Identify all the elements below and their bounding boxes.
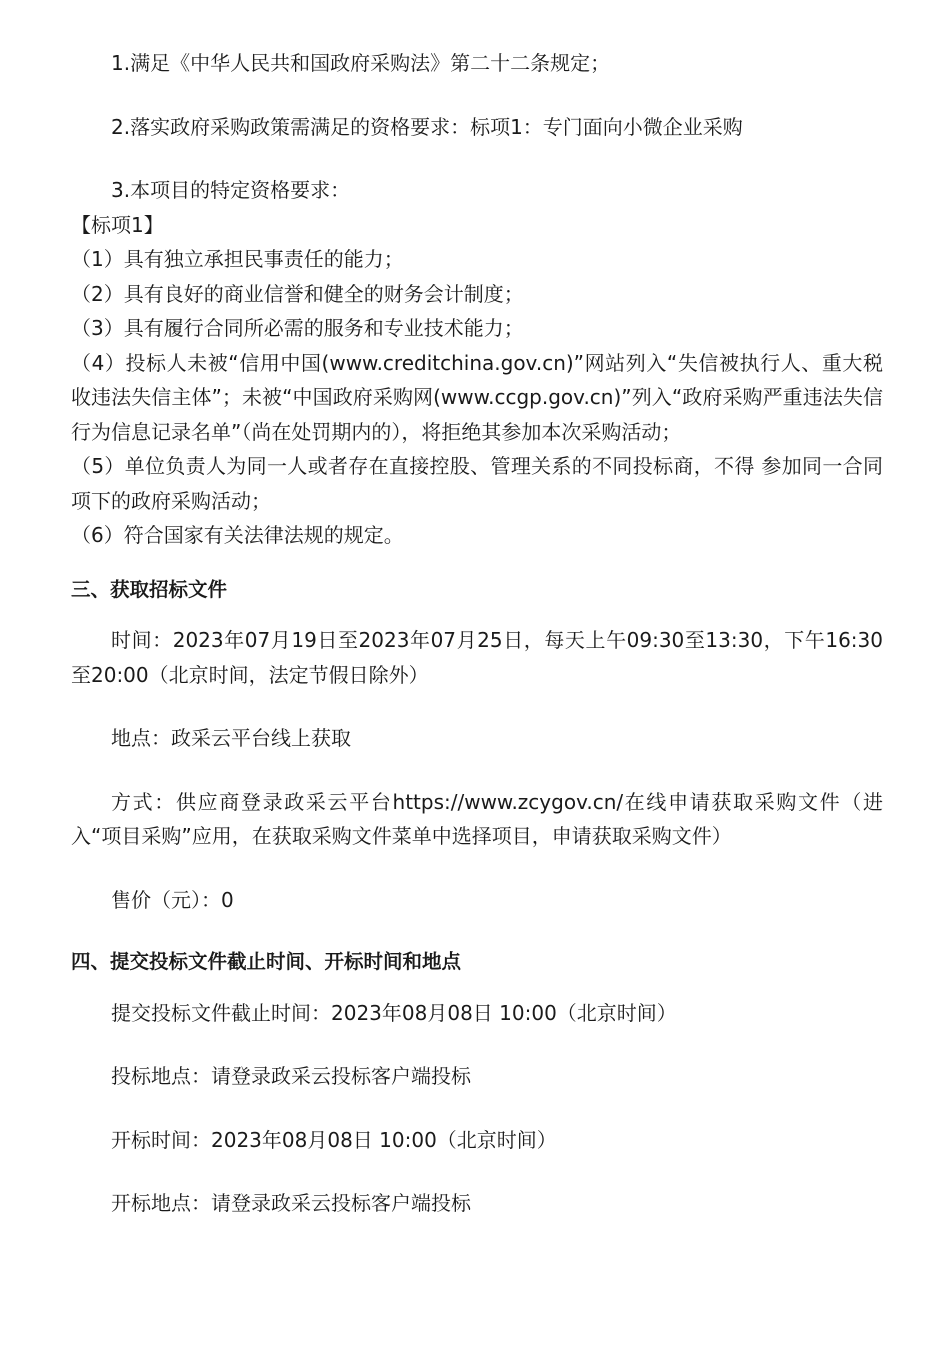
section-3-place: 地点：政采云平台线上获取 — [111, 726, 351, 750]
requirement-2: （2）具有良好的商业信誉和健全的财务会计制度； — [71, 281, 524, 306]
section-4-open-place: 开标地点：请登录政采云投标客户端投标 — [111, 1191, 471, 1215]
qualification-item-2: 2.落实政府采购政策需满足的资格要求：标项1：专门面向小微企业采购 — [111, 114, 743, 139]
requirement-6: （6）符合国家有关法律法规的规定。 — [71, 523, 404, 547]
requirement-3: （3）具有履行合同所必需的服务和专业技术能力； — [71, 316, 524, 340]
document-page — [71, 46, 883, 1221]
qualification-item-1: 1.满足《中华人民共和国政府采购法》第二十二条规定； — [111, 51, 611, 75]
section-4-open-time: 开标时间：2023年08月08日 10:00（北京时间） — [111, 1127, 557, 1152]
lot-label: 【标项1】 — [71, 212, 164, 237]
section-3-heading: 三、获取招标文件 — [71, 577, 228, 601]
section-4-bid-place: 投标地点：请登录政采云投标客户端投标 — [111, 1064, 471, 1088]
section-4-heading: 四、提交投标文件截止时间、开标时间和地点 — [71, 950, 462, 973]
section-4-deadline: 提交投标文件截止时间：2023年08月08日 10:00（北京时间） — [111, 1000, 677, 1025]
section-3-price: 售价（元）：0 — [111, 887, 234, 912]
section-3-time: 时间：2023年07月19日至2023年07月25日，每天上午09:30至13:30，下午16:30至20:00（北京时间，法定节假日除外） — [71, 628, 883, 687]
qualification-item-3: 3.本项目的特定资格要求： — [111, 178, 351, 202]
section-3-method: 方式：供应商登录政采云平台https://www.zcygov.cn/在线申请获取采购文件（进入“项目采购”应用，在获取采购文件菜单中选择项目，申请获取采购文件） — [71, 789, 883, 848]
requirement-1: （1）具有独立承担民事责任的能力； — [71, 247, 404, 271]
requirement-4: （4）投标人未被“信用中国(www.creditchina.gov.cn)”网站列入“失信被执行人、重大税收违法失信主体”；未被“中国政府采购网(www.ccgp.gov.cn)”列入“政府采购严重违法失信行为信息记录名单”（尚在处罚期内的），将拒绝其参加本次采购活动； — [71, 350, 883, 444]
requirement-5: （5）单位负责人为同一人或者存在直接控股、管理关系的不同投标商，不得 参加同一合同项下的政府采购活动； — [71, 454, 883, 513]
